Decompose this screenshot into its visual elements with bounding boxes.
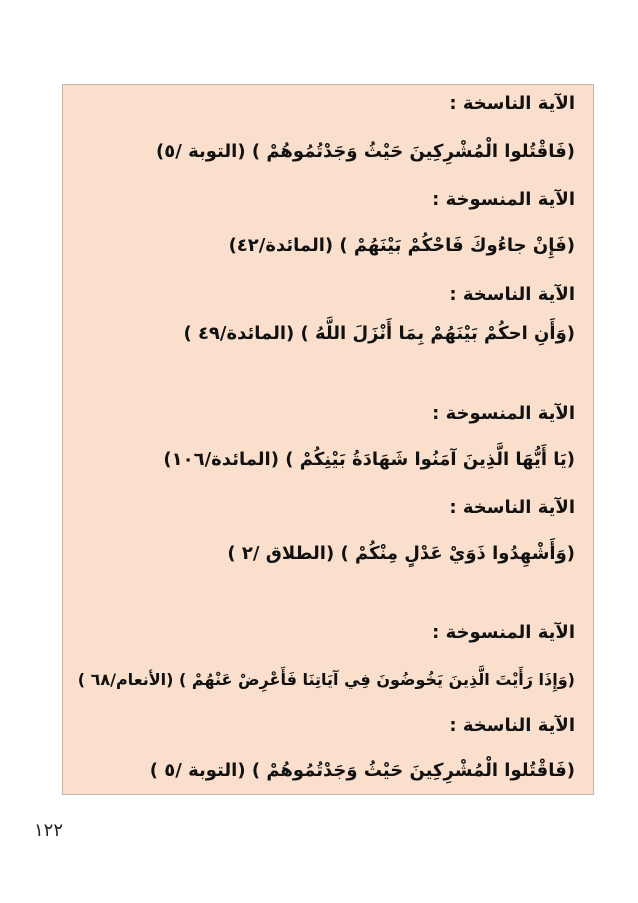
abrogating-verse-label: الآية الناسخة : (449, 497, 575, 518)
verses-panel (62, 84, 594, 795)
abrogated-verse-label: الآية المنسوخة : (432, 403, 575, 424)
abrogating-verse-label: الآية الناسخة : (449, 93, 575, 114)
abrogating-verse-label: الآية الناسخة : (449, 284, 575, 305)
page-number: ١٢٢ (34, 820, 64, 841)
verse-line: (يَا أَيُّهَا الَّذِينَ آمَنُوا شَهَادَةُ بَيْنِكُمْ ) (المائدة/١٠٦) (163, 449, 575, 470)
verse-line: (وَأَنِ احكُمْ بَيْنَهُمْ بِمَا أَنْزَلَ اللَّهُ ) (المائدة/٤٩ ) (183, 323, 575, 344)
verse-line: (فَإِنْ جاءُوكَ فَاحْكُمْ بَيْنَهُمْ ) (المائدة/٤٢) (228, 235, 575, 256)
abrogated-verse-label: الآية المنسوخة : (432, 622, 575, 643)
verse-line: (وَإِذَا رَأَيْتَ الَّذِينَ يَخُوضُونَ فِي آيَاتِنَا فَأَعْرِضْ عَنْهُمْ ) (الأنعام/٦٨ ) (77, 670, 575, 689)
verse-line: (فَاقْتُلوا الْمُشْرِكِينَ حَيْثُ وَجَدْتُمُوهُمْ ) (التوبة /٥ ) (149, 760, 575, 781)
abrogated-verse-label: الآية المنسوخة : (432, 189, 575, 210)
abrogating-verse-label: الآية الناسخة : (449, 715, 575, 736)
verse-line: (فَاقْتُلوا الْمُشْرِكِينَ حَيْثُ وَجَدْتُمُوهُمْ ) (التوبة /٥) (156, 141, 575, 162)
verse-line: (وَأَشْهِدُوا ذَوَيْ عَدْلٍ مِنْكُمْ ) (الطلاق /٢ ) (227, 543, 575, 564)
